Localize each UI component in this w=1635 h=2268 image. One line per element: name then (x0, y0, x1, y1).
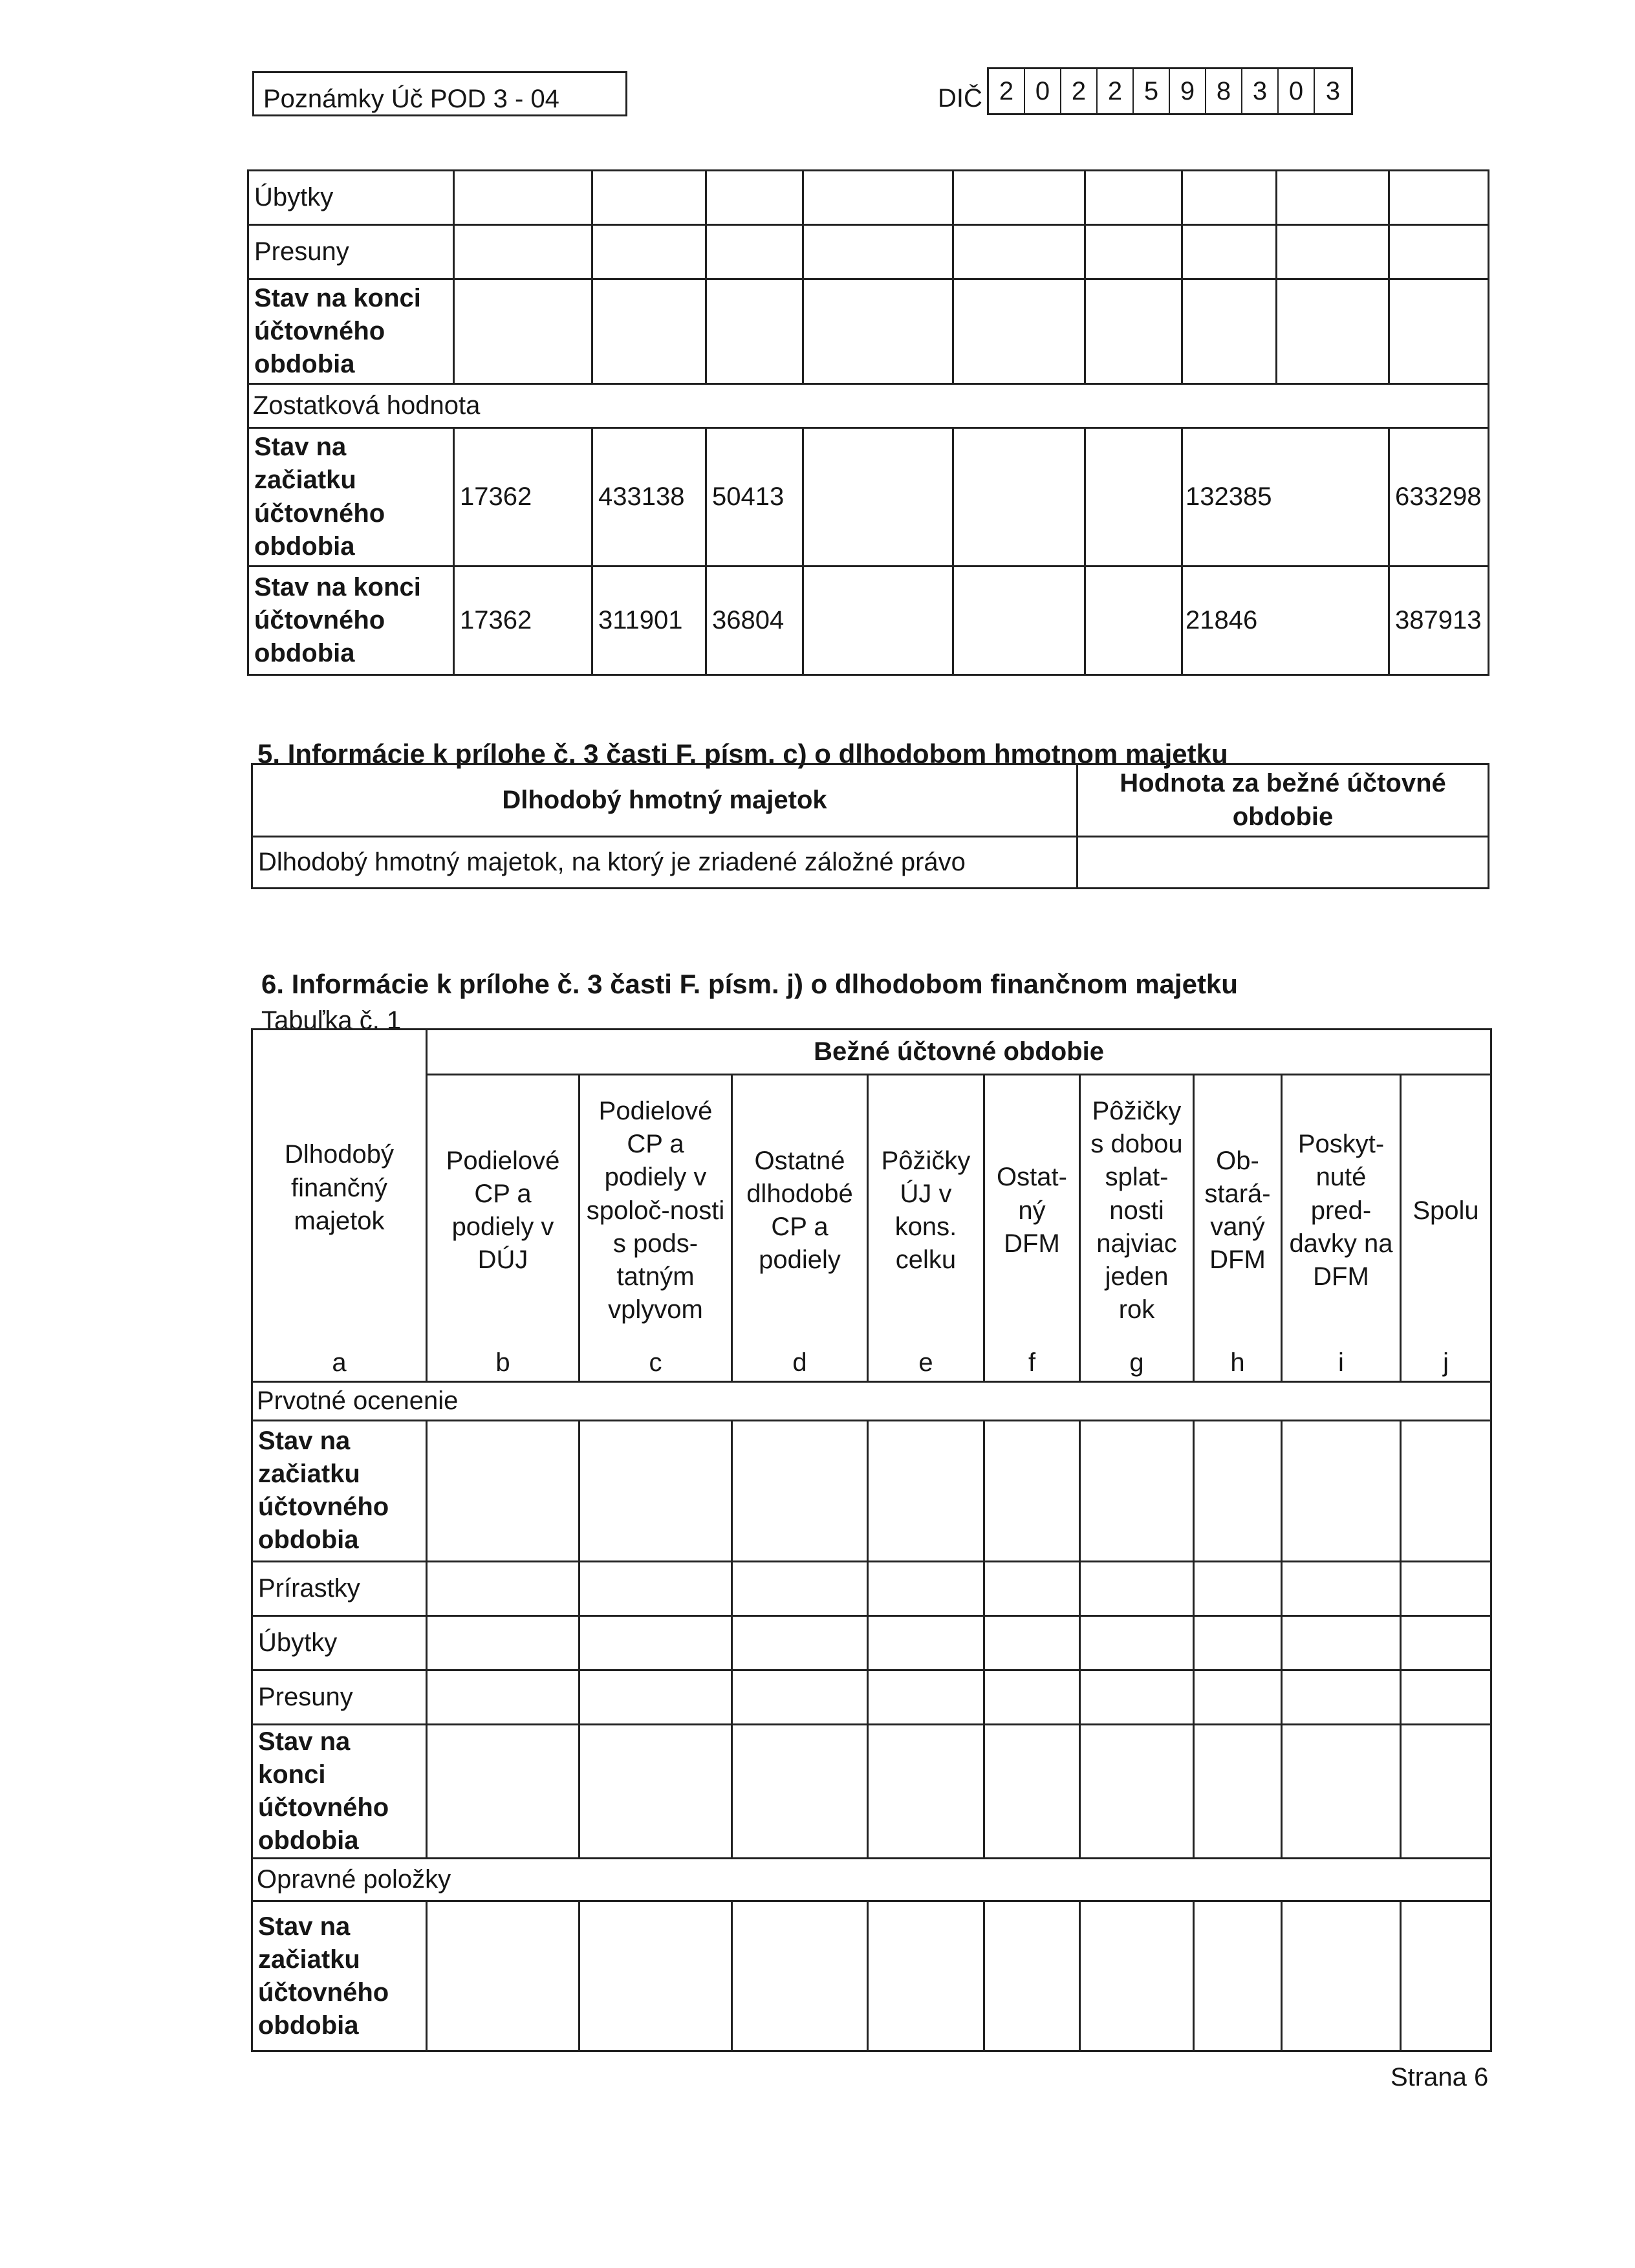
dic-digit: 2 (1061, 69, 1098, 113)
table-row (252, 1561, 1491, 1615)
table-pledged-tangible-assets (251, 763, 1489, 889)
dic-digit: 0 (1025, 69, 1061, 113)
row-label: Stav na začiatku účtovného obdobia (252, 1901, 427, 2051)
period-header: Bežné účtovné obdobie (427, 1030, 1491, 1075)
dic-digit: 8 (1206, 69, 1242, 113)
row-label: Úbytky (248, 171, 454, 225)
col-header-a: Dlhodobý finančný majetok (252, 1030, 427, 1346)
col-header: Dlhodobý hmotný majetok (252, 764, 1077, 837)
dic-digit: 3 (1242, 69, 1279, 113)
col-header: Poskyt-nuté pred-davky na DFM (1282, 1075, 1401, 1346)
cell-value: 433138 (592, 428, 706, 567)
col-header: Spolu (1401, 1075, 1491, 1346)
table-row (248, 428, 1489, 567)
form-label-box (252, 71, 627, 116)
form-label: Poznámky Úč POD 3 - 04 (263, 85, 559, 113)
dic-digit: 9 (1170, 69, 1206, 113)
col-header: Podielové CP a podiely v spoloč-nosti s pods-tatným vplyvom (579, 1075, 732, 1346)
col-letter: g (1080, 1346, 1194, 1382)
col-header: Ostatné dlhodobé CP a podiely (732, 1075, 868, 1346)
table-row (248, 567, 1489, 675)
section-row (248, 384, 1489, 428)
col-letter: h (1194, 1346, 1282, 1382)
col-letter: j (1401, 1346, 1491, 1382)
col-header: Pôžičky s dobou splat-nosti najviac jeden rok (1080, 1075, 1194, 1346)
row-label: Prírastky (252, 1561, 427, 1615)
table-header-row (252, 764, 1489, 837)
table-long-term-financial-assets (251, 1028, 1492, 2052)
dic-digit: 3 (1325, 77, 1341, 105)
col-letter: c (579, 1346, 732, 1382)
col-letter: e (868, 1346, 984, 1382)
cell-value: 387913 (1389, 567, 1489, 675)
cell-value: 633298 (1389, 428, 1489, 567)
dic-field (987, 67, 1353, 115)
col-letter: a (252, 1346, 427, 1382)
section6-heading: 6. Informácie k prílohe č. 3 časti F. písm. j) o dlhodobom finančnom majetku (261, 969, 1238, 999)
cell-value: 50413 (706, 428, 803, 567)
section5-heading: 5. Informácie k prílohe č. 3 časti F. písm. c) o dlhodobom hmotnom majetku (257, 739, 1228, 769)
col-header: Ob-stará-vaný DFM (1194, 1075, 1282, 1346)
col-header: Ostat-ný DFM (984, 1075, 1080, 1346)
dic-label: DIČ (938, 84, 982, 113)
row-label: Presuny (248, 225, 454, 279)
section-label: Prvotné ocenenie (252, 1381, 1491, 1420)
row-label: Dlhodobý hmotný majetok, na ktorý je zriadené záložné právo (252, 837, 1077, 889)
table-row (252, 1670, 1491, 1724)
col-header: Podielové CP a podiely v DÚJ (427, 1075, 579, 1346)
row-label: Stav na začiatku účtovného obdobia (252, 1420, 427, 1561)
row-label: Stav na konci účtovného obdobia (252, 1724, 427, 1859)
table-row (248, 279, 1489, 384)
table-label: Tabuľka č. 1 (261, 1006, 402, 1035)
table-long-term-assets-continued (247, 169, 1489, 676)
table-row (252, 1724, 1491, 1859)
cell-value: 132385 (1182, 428, 1389, 567)
table-row (252, 1901, 1491, 2051)
page-number: Strana 6 (1391, 2063, 1489, 2091)
cell-value (1077, 837, 1489, 889)
cell-value: 17362 (454, 428, 592, 567)
row-label: Stav na konci účtovného obdobia (248, 567, 454, 675)
col-letter: d (732, 1346, 868, 1382)
col-header: Pôžičky ÚJ v kons. celku (868, 1075, 984, 1346)
dic-digit: 5 (1134, 69, 1170, 113)
col-letter: f (984, 1346, 1080, 1382)
dic-digit: 2 (989, 69, 1025, 113)
row-label: Úbytky (252, 1615, 427, 1670)
table-row (248, 171, 1489, 225)
section-label: Opravné položky (252, 1859, 1491, 1901)
table-row (252, 837, 1489, 889)
column-letter-row (252, 1346, 1491, 1382)
table-row (252, 1420, 1491, 1561)
section-label: Zostatková hodnota (248, 384, 1489, 428)
table-header-row (252, 1075, 1491, 1346)
section-row (252, 1859, 1491, 1901)
cell-value: 21846 (1182, 567, 1389, 675)
cell-value: 17362 (454, 567, 592, 675)
col-letter: i (1282, 1346, 1401, 1382)
table-row (252, 1615, 1491, 1670)
cell-value: 311901 (592, 567, 706, 675)
table-header-row (252, 1030, 1491, 1075)
row-label: Stav na konci účtovného obdobia (248, 279, 454, 384)
row-label: Stav na začiatku účtovného obdobia (248, 428, 454, 567)
col-letter: b (427, 1346, 579, 1382)
dic-digit: 2 (1098, 69, 1134, 113)
cell-value: 36804 (706, 567, 803, 675)
row-label: Presuny (252, 1670, 427, 1724)
table-row (248, 225, 1489, 279)
col-header: Hodnota za bežné účtovné obdobie (1077, 764, 1489, 837)
section-row (252, 1381, 1491, 1420)
dic-digit: 0 (1279, 69, 1315, 113)
